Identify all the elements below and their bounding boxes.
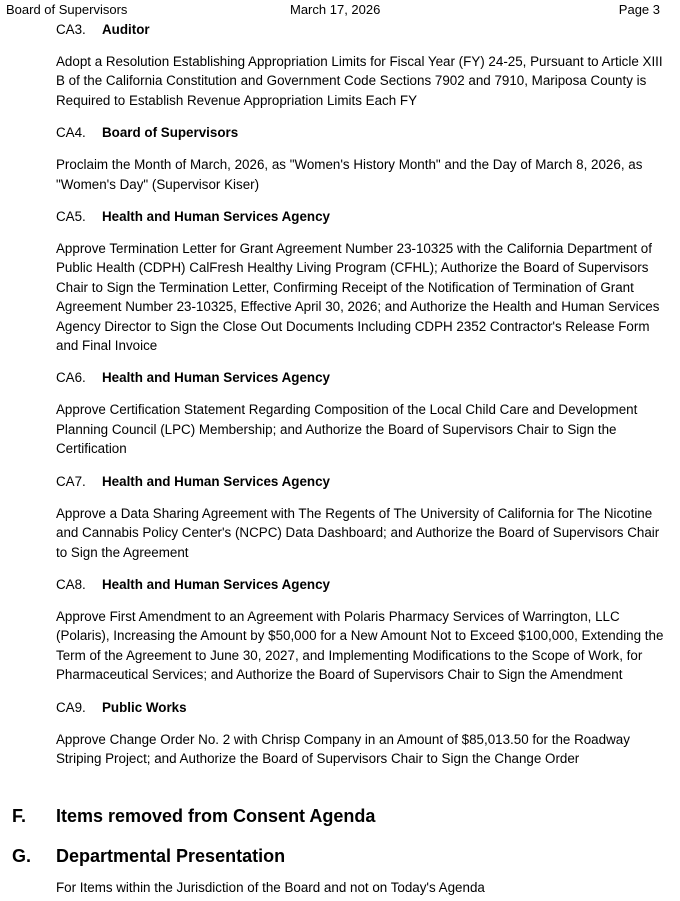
header-date: March 17, 2026 bbox=[290, 2, 381, 17]
item-description: Approve Change Order No. 2 with Chrisp Company in an Amount of $85,013.50 for the Roadway Striping Project; and Authorize the Board of Supervisors Chair to Sign the Change Order bbox=[56, 731, 630, 766]
item-description: Approve Certification Statement Regarding Composition of the Local Child Care and Development Planning Council (LPC) Membership; and Authorize the Board of Supervisors Chair to Sign the Certification bbox=[56, 402, 638, 457]
item-heading bbox=[56, 123, 664, 143]
item-description: Approve a Data Sharing Agreement with The Regents of The University of California for The Nicotine and Cannabis Policy Center's (NCPC) Data Dashboard; and Authorize the Board of Supervisors Chair to Sign the Agreement bbox=[56, 505, 660, 560]
item-department: Health and Human Services Agency bbox=[102, 576, 330, 592]
agenda-item-ca8 bbox=[56, 575, 664, 685]
item-number: CA7. bbox=[56, 473, 86, 489]
section-g-description: For Items within the Jurisdiction of the Board and not on Today's Agenda bbox=[56, 880, 485, 895]
page-header bbox=[0, 0, 680, 20]
section-letter: G. bbox=[12, 846, 32, 866]
agenda-item-ca7 bbox=[56, 472, 664, 562]
item-heading bbox=[56, 472, 664, 492]
section-heading-g bbox=[0, 843, 680, 869]
agenda-item-ca3 bbox=[56, 20, 664, 110]
agenda-item-ca6 bbox=[56, 368, 664, 458]
section-letter: F. bbox=[12, 806, 27, 826]
item-department: Board of Supervisors bbox=[102, 125, 239, 141]
item-department: Public Works bbox=[102, 699, 187, 715]
item-number: CA9. bbox=[56, 699, 86, 715]
item-department: Auditor bbox=[102, 22, 150, 37]
item-number: CA3. bbox=[56, 22, 86, 37]
header-board-name: Board of Supervisors bbox=[6, 2, 128, 17]
item-number: CA8. bbox=[56, 576, 86, 592]
agenda-item-ca4 bbox=[56, 123, 664, 194]
item-heading bbox=[56, 575, 664, 595]
item-department: Health and Human Services Agency bbox=[102, 473, 330, 489]
item-number: CA6. bbox=[56, 370, 86, 386]
item-heading bbox=[56, 20, 664, 40]
item-heading bbox=[56, 207, 664, 227]
section-title: Items removed from Consent Agenda bbox=[56, 806, 376, 826]
header-page-number: Page 3 bbox=[618, 2, 660, 17]
item-heading bbox=[56, 368, 664, 388]
section-title: Departmental Presentation bbox=[56, 846, 286, 866]
item-description: Approve First Amendment to an Agreement with Polaris Pharmacy Services of Warrington, LLC (Polaris), Increasing the Amount by $50,000 for a New Amount Not to Exceed $100,000, Extending the Term of the Agreement to June 30, 2027, and Implementing Modifications to the Scope of Work, for Pharmaceutical Services; and Authorize the Board of Supervisors Chair to Sign the Amendment bbox=[56, 608, 664, 683]
agenda-item-ca5 bbox=[56, 207, 664, 355]
item-description: Proclaim the Month of March, 2026, as "Women's History Month" and the Day of March 8, 2026, as "Women's Day" (Supervisor Kiser) bbox=[56, 157, 643, 192]
consent-items-list bbox=[56, 20, 664, 781]
item-department: Health and Human Services Agency bbox=[102, 370, 330, 386]
item-number: CA5. bbox=[56, 209, 86, 225]
item-number: CA4. bbox=[56, 125, 86, 141]
item-description: Adopt a Resolution Establishing Appropriation Limits for Fiscal Year (FY) 24-25, Pursuant to Article XIII B of the California Constitution and Government Code Sections 7902 and 7910, Mariposa County is Required to Establish Revenue Appropriation Limits Each FY bbox=[56, 54, 663, 108]
agenda-item-ca9 bbox=[56, 698, 664, 769]
section-heading-f bbox=[0, 803, 680, 829]
item-description: Approve Termination Letter for Grant Agreement Number 23-10325 with the California Department of Public Health (CDPH) CalFresh Healthy Living Program (CFHL); Authorize the Board of Supervisors Chair to Sign the Termination Letter, Confirming Receipt of the Notification of Termination of Grant Agreement Number 23-10325, Effective April 30, 2026; and Authorize the Health and Human Services Agency Director to Sign the Close Out Documents Including CDPH 2352 Contractor's Release Form and Final Invoice bbox=[56, 241, 660, 354]
item-department: Health and Human Services Agency bbox=[102, 209, 330, 225]
item-heading bbox=[56, 698, 664, 718]
